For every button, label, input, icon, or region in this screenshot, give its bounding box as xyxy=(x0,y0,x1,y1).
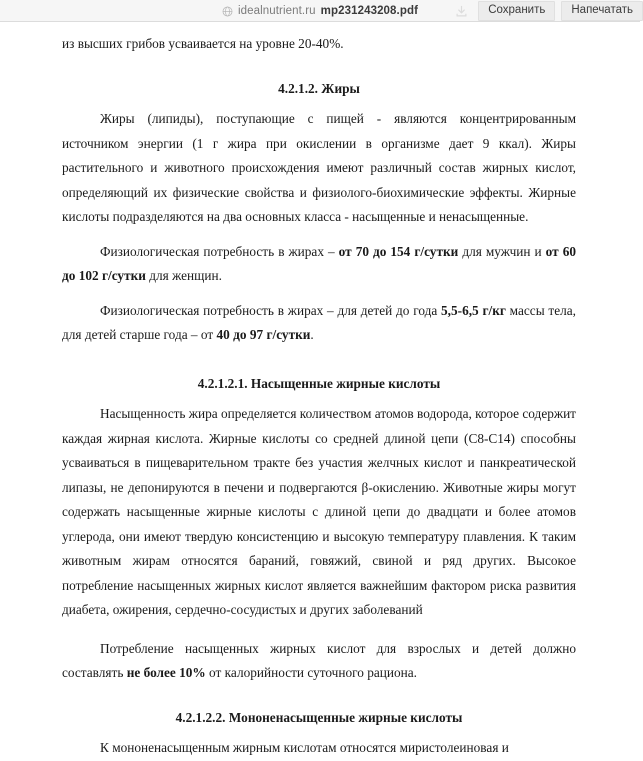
need-adults-tail: для женщин. xyxy=(145,268,222,283)
need-children-tail: . xyxy=(310,327,314,342)
consumption-limit-value: не более 10% xyxy=(126,665,206,680)
paragraph-need-children xyxy=(62,299,576,348)
pdf-toolbar xyxy=(0,0,640,22)
print-button[interactable]: Напечатать xyxy=(561,1,643,22)
heading-fats: 4.2.1.2. Жиры xyxy=(278,80,360,96)
document-filename-label: mp231243208.pdf xyxy=(320,5,419,17)
pdf-viewer[interactable] xyxy=(0,22,640,755)
pdf-page xyxy=(0,22,640,755)
need-children-value-older: 40 до 97 г/сутки xyxy=(216,327,311,342)
heading-monounsaturated-fatty-acids: 4.2.1.2.2. Мононенасыщенные жирные кислоты xyxy=(175,709,463,725)
need-adults-value-women: от 60 до 102 г/сутки xyxy=(62,243,576,283)
download-icon[interactable] xyxy=(450,2,472,20)
toolbar-actions xyxy=(450,0,640,22)
need-children-value-infants: 5,5-6,5 г/кг xyxy=(441,302,506,318)
need-adults-lead: Физиологическая потребность в жирах – xyxy=(100,243,339,259)
paragraph-fats-intro: Жиры (липиды), поступающие с пищей - являются концентрированным источником энергии (1 г жира при окислении в организме дает 9 ккал). Жиры растительного и животного происхождения имеют различный состав жирных кислот, определяющий их физические свойства и физиолого-биохимические эффекты. Жирные кислоты подразделяются на два основных класса - насыщенные и ненасыщенные. xyxy=(62,111,576,224)
need-adults-value-men: от 70 до 154 г/сутки xyxy=(338,243,459,259)
site-origin-label: idealnutrient.ru xyxy=(237,5,316,17)
paragraph-need-adults xyxy=(62,240,576,289)
save-button[interactable]: Сохранить xyxy=(478,1,555,22)
need-adults-mid: для мужчин и xyxy=(458,243,546,259)
need-children-mid: массы тела, для детей старше года – от xyxy=(62,302,576,342)
paragraph-monounsaturated-partial: К мононенасыщенным жирным кислотам относятся миристолеиновая и xyxy=(100,740,509,755)
paragraph-continued-top: из высших грибов усваивается на уровне 20-40%. xyxy=(62,36,344,51)
consumption-tail: от калорийности суточного рациона. xyxy=(205,665,417,680)
paragraph-saturated-fatty-acids: Насыщенность жира определяется количеством атомов водорода, которое содержит каждая жирная кислота. Жирные кислоты со средней длиной цепи (С8-С14) способны усваиваться в пищеварительном тракте без участия желчных кислот и панкреатической липазы, не депонируются в печени и подвергаются β-окислению. Животные жиры могут содержать насыщенные жирные кислоты с длиной цепи до двадцати и более атомов углерода, они имеют твердую консистенцию и высокую температуру плавления. К таким животным жирам относятся бараний, говяжий, свиной и ряд других. Высокое потребление насыщенных жирных кислот является важнейшим фактором риска развития диабета, ожирения, сердечно-сосудистых и других заболеваний xyxy=(62,406,576,617)
paragraph-consumption-limit xyxy=(62,637,576,686)
need-children-lead: Физиологическая потребность в жирах – для детей до года xyxy=(100,302,442,318)
heading-saturated-fatty-acids: 4.2.1.2.1. Насыщенные жирные кислоты xyxy=(197,375,441,391)
globe-icon xyxy=(222,6,233,17)
consumption-lead: Потребление насыщенных жирных кислот для взрослых и детей должно составлять xyxy=(62,640,576,680)
